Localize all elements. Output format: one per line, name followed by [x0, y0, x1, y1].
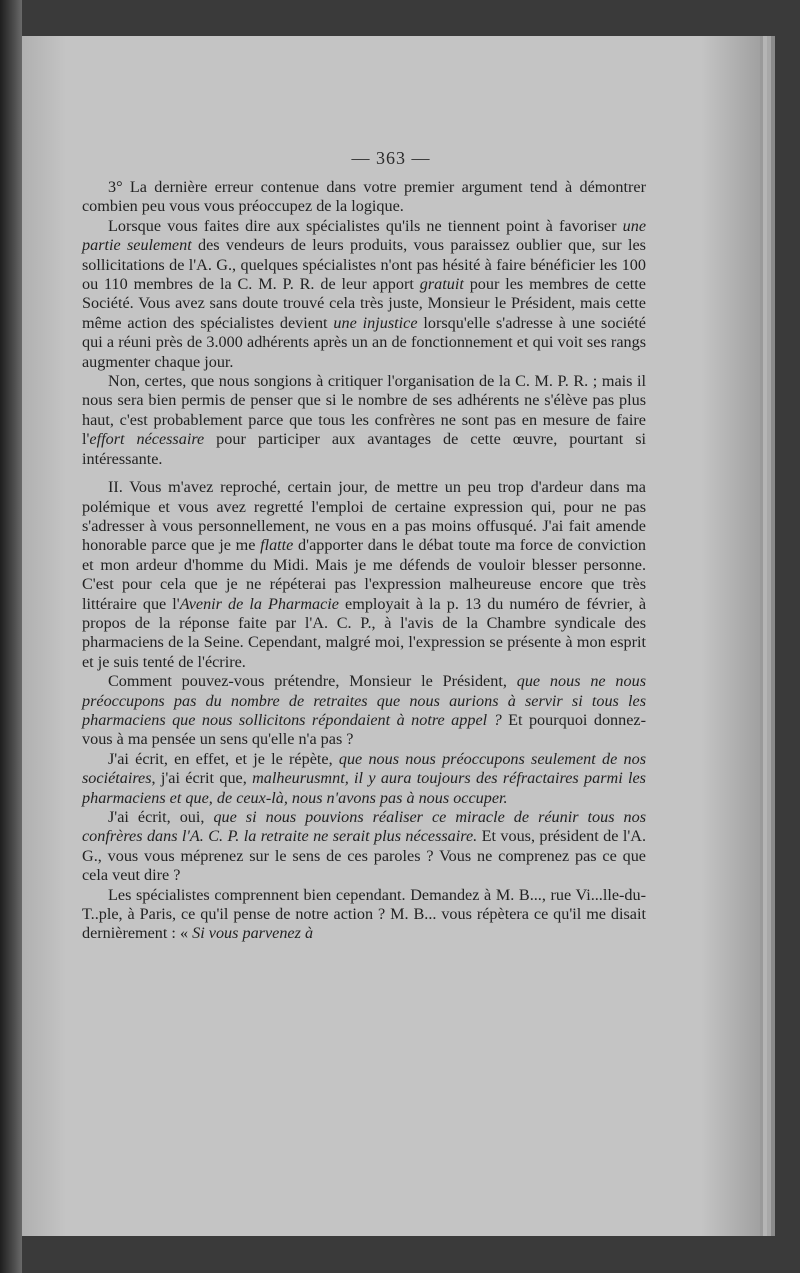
italic-text: une injustice [333, 313, 418, 332]
adjacent-page-edge [0, 0, 22, 1273]
text-run: employait à la p. 13 du numéro de février, à propos de la réponse faite par l'A. C. P., à l'avis de la Chambre syndicale des pharmaciens de la Seine. Cependant, malgré moi, l'expression se présente à mon esprit et je suis tenté de l'écrire. [82, 594, 647, 671]
text-run: Et vous, président de l'A. G., vous vous méprenez sur le sens de ces paroles ? Vous ne comprenez pas ce que cela veut dire ? [82, 827, 647, 885]
italic-text: que si nous pouvions réaliser ce miracle de réunir tous nos confrères dans l'A. C. P. la retraite ne serait plus nécessaire. [82, 808, 647, 846]
paragraph-p6 [82, 750, 646, 808]
italic-text: malheurusmnt, il y aura toujours des réfractaires parmi les pharmaciens et que, de ceux-là, nous n'avons pas à nous occuper. [82, 769, 646, 807]
text-run: J'ai écrit, en effet, et je le répète, [108, 749, 339, 768]
text-run: lorsqu'elle s'adresse à une société qui a réuni près de 3.000 adhérents après un an de fonctionnement et qui voit ses rangs augmenter chaque jour. [82, 313, 646, 371]
paragraph-p4 [82, 478, 646, 672]
text-run: des vendeurs de leurs produits, vous paraissez oublier que, sur les sollicitations de l'A. G., quelques spécialistes n'ont pas hésité à faire bénéficier les 100 ou 110 membres de la C. M. P. R. de leur apport [82, 236, 646, 294]
italic-text: flatte [260, 536, 294, 555]
text-run: 3° La dernière erreur contenue dans votre premier argument tend à démontrer combien peu vous vous préoccupez de la logique. [82, 178, 646, 216]
text-run: pour les membres de cette Société. Vous avez sans doute trouvé cela très juste, Monsieur le Président, mais cette même action des spécialistes devient [82, 275, 646, 332]
text-run: , j'ai écrit que, [151, 769, 253, 788]
paragraph-p3 [82, 372, 646, 469]
paragraph-p8 [82, 886, 646, 944]
italic-text: que nous nous préoccupons seulement de nos sociétaires [82, 749, 646, 788]
text-run: Lorsque vous faites dire aux spécialistes qu'ils ne tiennent point à favoriser [108, 216, 623, 235]
text-run: II. Vous m'avez reproché, certain jour, de mettre un peu trop d'ardeur dans ma polémique et vous avez regretté l'emploi de certaine expression qui, pour ne pas s'adresser à vous personnellement, ne vous en a pas moins offusqué. J'ai fait amende honorable parce que je me [82, 478, 646, 555]
text-run: Comment pouvez-vous prétendre, Monsieur le Président, [108, 672, 517, 691]
paragraph-p5 [82, 672, 646, 750]
text-run: d'apporter dans le débat toute ma force de conviction et mon ardeur d'homme du Midi. Mais je me défends de vouloir blesser personne. C'est pour cela que je ne répéterai pas l'expression malheureuse encore que très littéraire que l' [82, 536, 646, 613]
paragraph-p1 [82, 178, 646, 217]
italic-text: une partie seulement [82, 216, 646, 255]
text-run: Les spécialistes comprennent bien cependant. Demandez à M. B..., rue Vi...lle-du-T..ple, à Paris, ce qu'il pense de notre action ? M. B... vous répètera ce qu'il me disait dernièrement : « [82, 885, 646, 943]
italic-text: Avenir de la Pharmacie [179, 594, 339, 613]
italic-text: que nous ne nous préoccupons pas du nombre de retraites que nous aurions à servir si tous les pharmaciens que nous sollicitons répondaient à notre appel ? [82, 672, 647, 729]
paragraph-p2 [82, 217, 646, 372]
page-number: — 363 — [351, 148, 431, 168]
text-run: Non, certes, que nous songions à critiquer l'organisation de la C. M. P. R. ; mais il nous sera bien permis de penser que si le nombre de ses adhérents ne s'élève pas plus haut, c'est probablement parce que tous les confrères ne sont pas en mesure de faire l' [82, 372, 646, 449]
body-text [82, 178, 646, 944]
text-run: J'ai écrit, oui, [108, 808, 214, 826]
book-page [22, 36, 763, 1236]
text-run: Et pourquoi donnez-vous à ma pensée un sens qu'elle n'a pas ? [82, 710, 646, 749]
italic-text: effort nécessaire [89, 430, 205, 449]
text-run: pour participer aux avantages de cette œuvre, pourtant si intéressante. [82, 430, 646, 468]
italic-text: gratuit [419, 275, 464, 294]
paragraph-p7 [82, 808, 646, 886]
italic-text: Si vous parvenez à [192, 924, 314, 943]
